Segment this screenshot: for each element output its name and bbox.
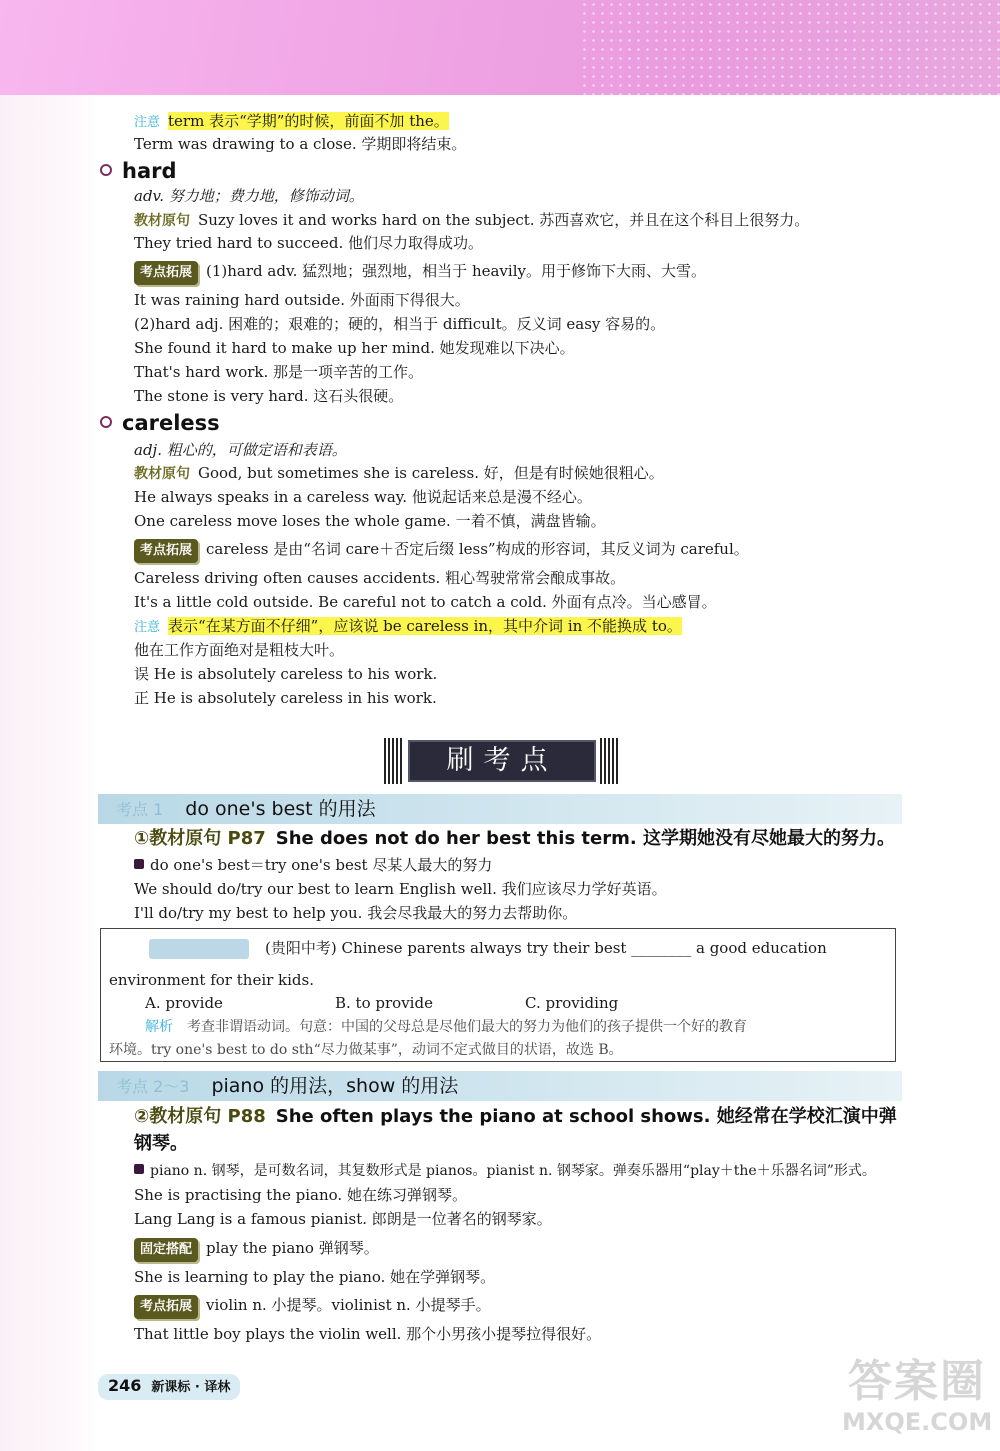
analysis-label: 解析	[145, 1019, 173, 1035]
exercise-badge	[149, 939, 249, 959]
example-sentence: She is practising the piano. 她在练习弹钢琴。	[134, 1186, 467, 1204]
textbook-sentence: 教材原句 Good, but sometimes she is careless. 好，但是有时候她很粗心。	[134, 462, 664, 485]
watermark-small: MXQE.COM	[842, 1408, 993, 1436]
example-sentence: Careless driving often causes accidents. 粗心驾驶常常会酿成事故。	[134, 569, 626, 587]
example-sentence: It was raining hard outside. 外面雨下得很大。	[134, 291, 470, 309]
wrong-example: 误 He is absolutely careless to his work.	[134, 665, 438, 683]
collocation: 固定搭配 play the piano 弹钢琴。	[134, 1237, 379, 1262]
bullet-icon	[100, 416, 112, 428]
key-ref: ①教材原句 P87	[134, 828, 266, 849]
square-bullet-icon	[134, 1164, 144, 1174]
extension: 考点拓展 violin n. 小提琴。violinist n. 小提琴手。	[134, 1294, 491, 1319]
analysis: 解析 考查非谓语动词。句意：中国的父母总是尽他们最大的努力为他们的孩子提供一个好的教育	[145, 1019, 747, 1035]
headword-careless: careless	[100, 410, 220, 436]
note-highlight: 表示“在某方面不仔细”，应该说 be careless in，其中介词 in 不能换成 to。	[168, 617, 682, 635]
topic-title: piano 的用法，show 的用法	[211, 1075, 459, 1097]
example-sentence: That's hard work. 那是一项辛苦的工作。	[134, 363, 424, 381]
example-sentence: That little boy plays the violin well. 那个小男孩小提琴拉得很好。	[134, 1325, 602, 1343]
header-dots-pattern	[580, 0, 1000, 95]
page-number: 246	[108, 1376, 142, 1395]
note-chinese: 他在工作方面绝对是粗枝大叶。	[134, 641, 345, 659]
headword-hard: hard	[100, 158, 177, 184]
extension-badge: 考点拓展	[134, 261, 198, 285]
note-label: 注意	[134, 620, 161, 635]
banner-stripes-right	[600, 738, 620, 784]
example-sentence: I'll do/try my best to help you. 我会尽我最大的努力去帮助你。	[134, 904, 578, 922]
section-banner	[384, 738, 620, 784]
watermark-big: 答案圈	[848, 1356, 986, 1407]
term-note	[134, 110, 449, 134]
option-a: A. provide	[145, 994, 223, 1012]
page-footer	[98, 1374, 240, 1400]
definition: adv. 努力地；费力地，修饰动词。	[134, 187, 364, 205]
option-c: C. providing	[525, 994, 619, 1012]
example-sentence: Lang Lang is a famous pianist. 郎朗是一位著名的钢琴家。	[134, 1210, 552, 1228]
extension-badge: 考点拓展	[134, 539, 198, 563]
watermark	[842, 1356, 992, 1446]
point: piano n. 钢琴，是可数名词，其复数形式是 pianos。pianist n. 钢琴家。弹奏乐器用“play＋the＋乐器名词”形式。	[134, 1160, 876, 1182]
extension: 考点拓展 (1)hard adv. 猛烈地；强烈地，相当于 heavily。用于修饰下大雨、大雪。	[134, 260, 706, 285]
key-ref: ②教材原句 P88	[134, 1106, 266, 1127]
topic-bar-1	[98, 794, 902, 824]
textbook-label: 教材原句	[134, 466, 190, 482]
key-sentence-1: ①教材原句 P87 She does not do her best this term. 这学期她没有尽她最大的努力。	[134, 828, 895, 849]
definition: adj. 粗心的，可做定语和表语。	[134, 441, 347, 459]
left-margin-band	[0, 95, 98, 1451]
topic-title: do one's best 的用法	[185, 798, 376, 820]
banner-stripes-left	[384, 738, 404, 784]
right-example: 正 He is absolutely careless in his work.	[134, 689, 437, 707]
example-sentence: She is learning to play the piano. 她在学弹钢琴。	[134, 1268, 496, 1286]
textbook-sentence: 教材原句 Suzy loves it and works hard on the subject. 苏西喜欢它，并且在这个科目上很努力。	[134, 209, 809, 232]
example-sentence: They tried hard to succeed. 他们尽力取得成功。	[134, 234, 484, 252]
exercise-box	[100, 928, 896, 1062]
key-sentence-2: ②教材原句 P88 She often plays the piano at school shows. 她经常在学校汇演中弹	[134, 1106, 897, 1127]
square-bullet-icon	[134, 859, 144, 869]
exercise-question: (贵阳中考) Chinese parents always try their best ________ a good education	[149, 937, 827, 959]
example-sentence: The stone is very hard. 这石头很硬。	[134, 387, 404, 405]
example-sentence: Term was drawing to a close. 学期即将结束。	[134, 135, 467, 153]
example-sentence: It's a little cold outside. Be careful not to catch a cold. 外面有点冷。当心感冒。	[134, 593, 717, 611]
topic-bar-2	[98, 1071, 902, 1101]
extension-2: (2)hard adj. 困难的；艰难的；硬的，相当于 difficult。反义词 easy 容易的。	[134, 315, 666, 333]
example-sentence: We should do/try our best to learn English well. 我们应该尽力学好英语。	[134, 880, 667, 898]
example-sentence: She found it hard to make up her mind. 她发现难以下决心。	[134, 339, 575, 357]
bullet-icon	[100, 164, 112, 176]
textbook-label: 教材原句	[134, 213, 190, 229]
extension: 考点拓展 careless 是由“名词 care＋否定后缀 less”构成的形容词，其反义词为 careful。	[134, 538, 749, 563]
example-sentence: He always speaks in a careless way. 他说起话来总是漫不经心。	[134, 488, 592, 506]
exercise-question-cont: environment for their kids.	[109, 971, 315, 989]
option-b: B. to provide	[335, 994, 433, 1012]
header-band	[0, 0, 1000, 95]
note-highlight: term 表示“学期”的时候，前面不加 the。	[168, 112, 449, 130]
note-label: 注意	[134, 115, 161, 130]
analysis-cont: 环境。try one's best to do sth“尽力做某事”，动词不定式做目的状语，故选 B。	[109, 1042, 623, 1058]
section-title: 刷考点	[408, 740, 596, 782]
point: do one's best＝try one's best 尽某人最大的努力	[134, 854, 492, 876]
example-sentence: One careless move loses the whole game. 一着不慎，满盘皆输。	[134, 512, 606, 530]
topic-label: 考点 2～3	[116, 1077, 190, 1096]
topic-label: 考点 1	[116, 800, 164, 819]
brand-name: 新课标 · 译林	[151, 1380, 231, 1395]
key-sentence-2-cont: 钢琴。	[134, 1133, 188, 1154]
careless-note	[134, 615, 682, 639]
collocation-badge: 固定搭配	[134, 1238, 198, 1262]
extension-badge: 考点拓展	[134, 1295, 198, 1319]
